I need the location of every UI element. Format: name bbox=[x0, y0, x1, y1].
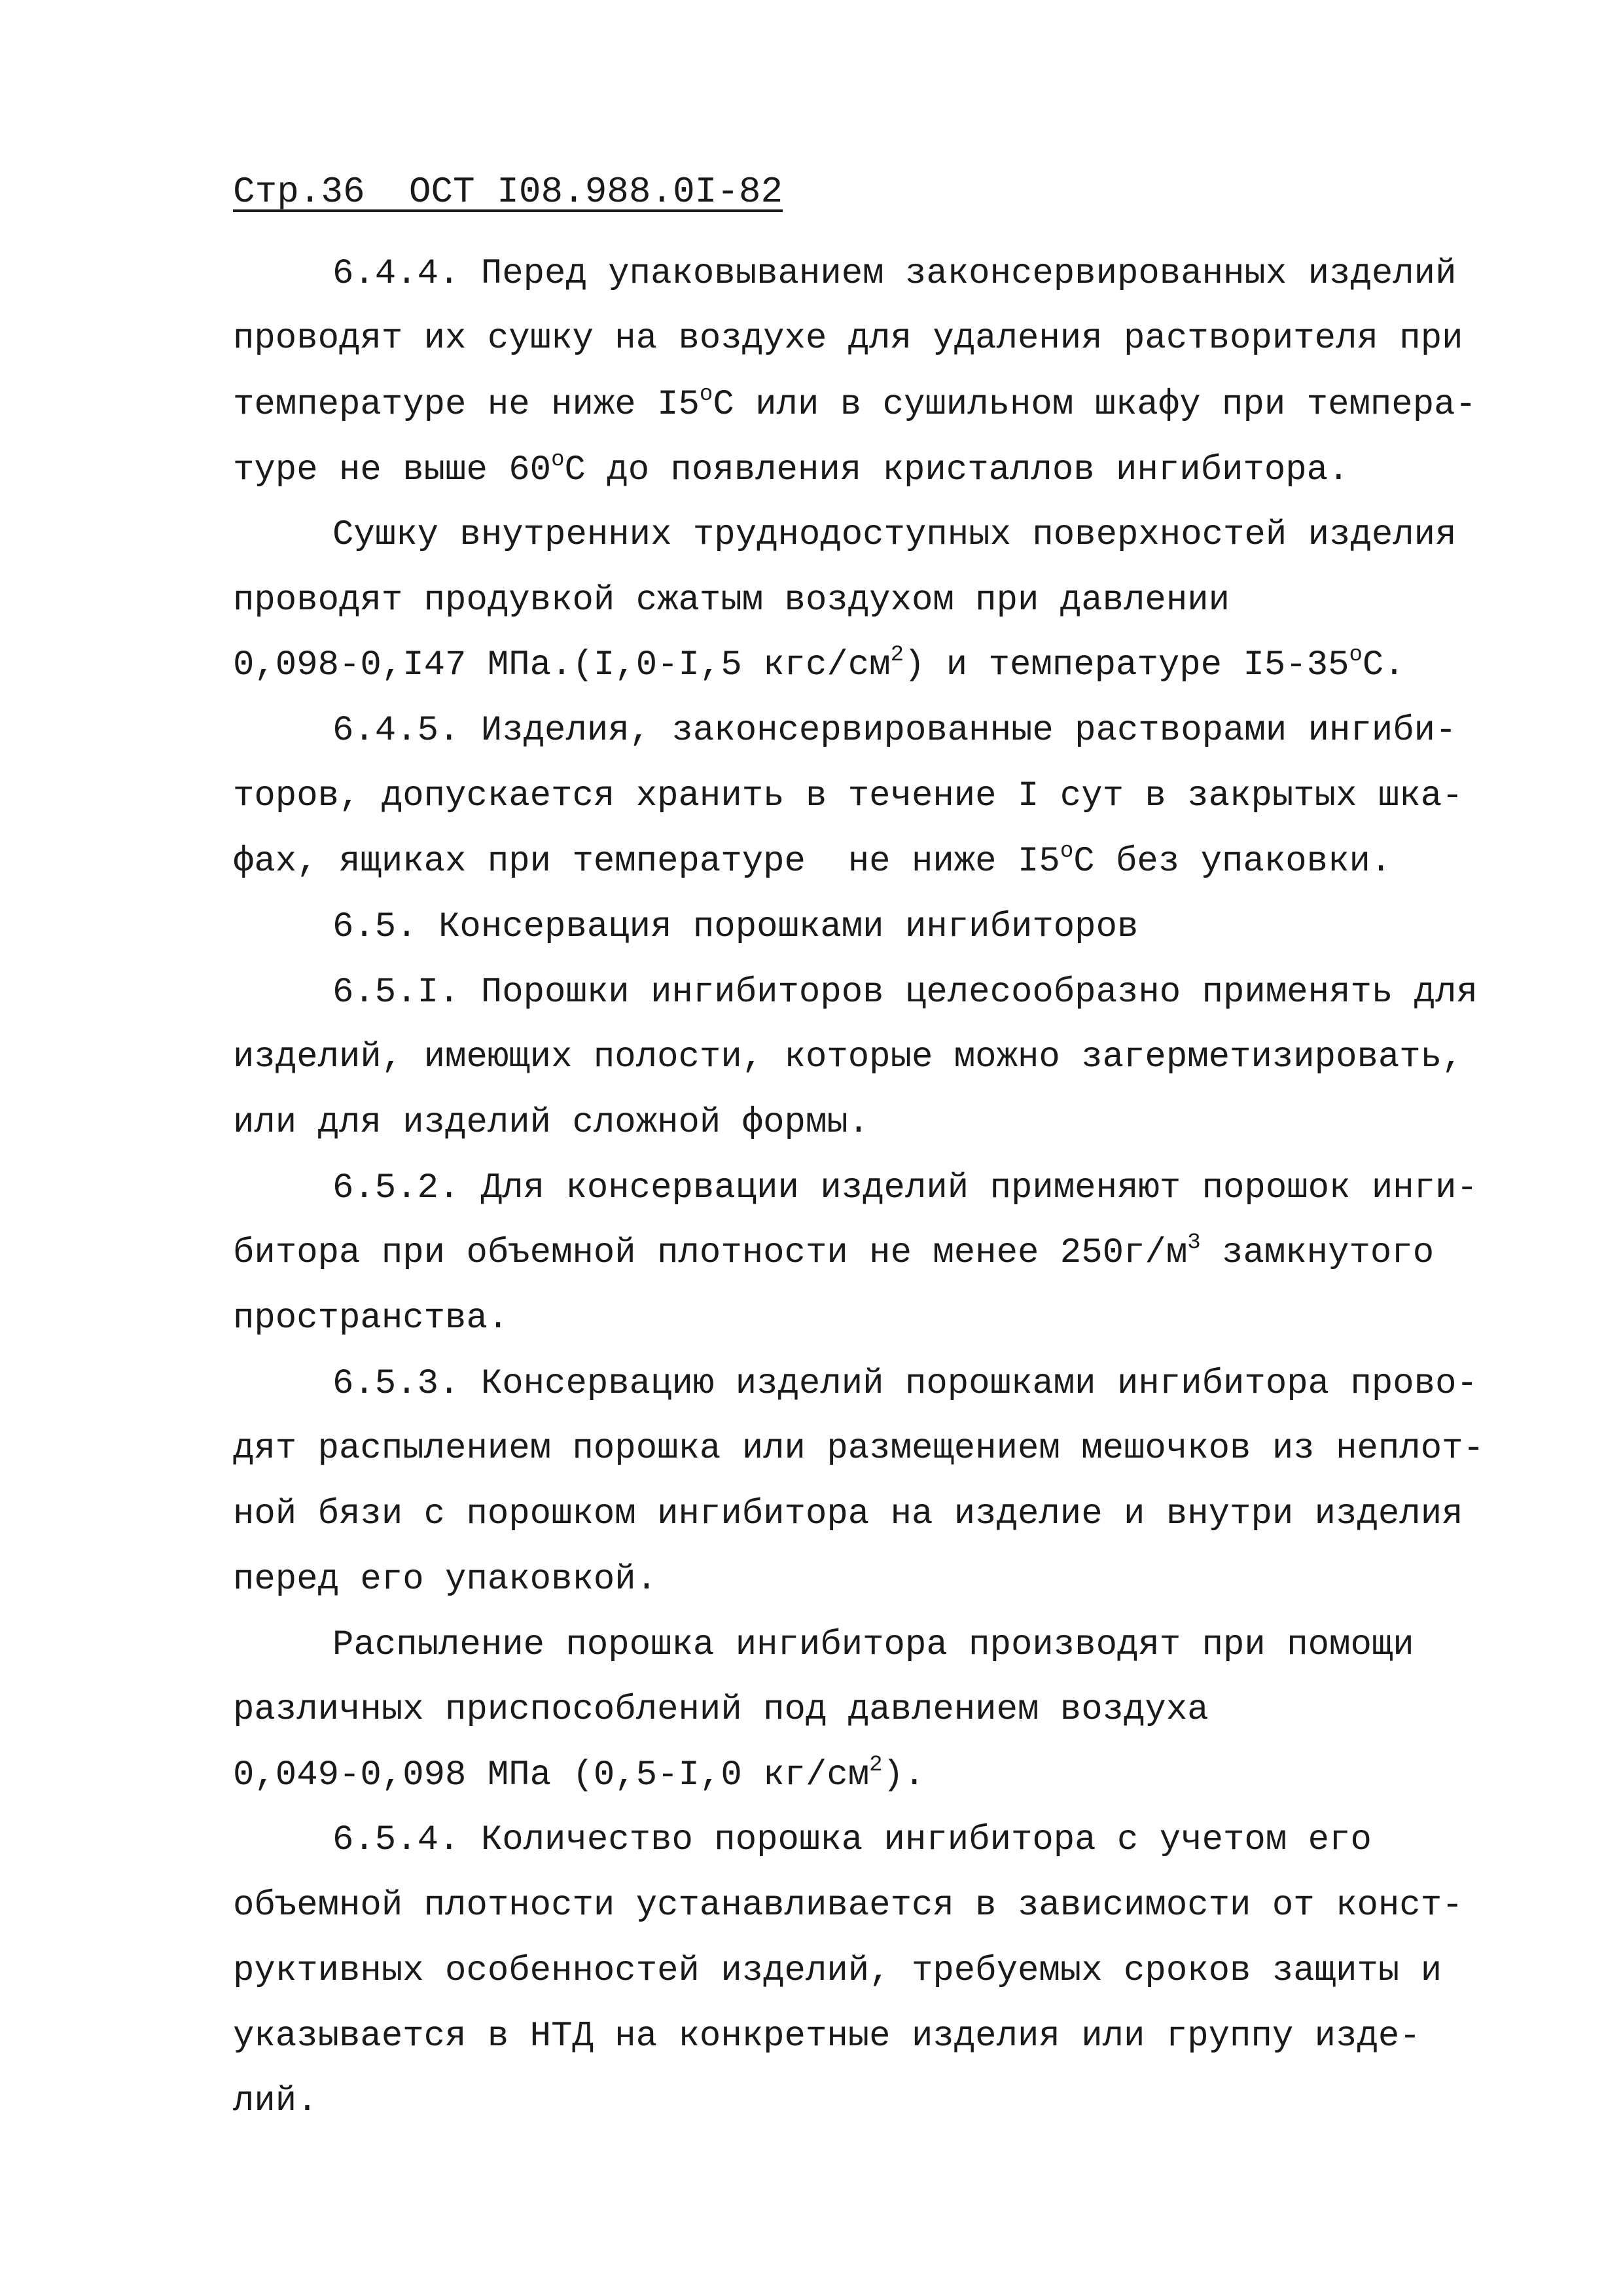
text-run: С до появления кристаллов ингибитора. bbox=[564, 450, 1349, 490]
text-run: 0,049-0,098 МПа (0,5-I,0 кг/см bbox=[233, 1755, 870, 1795]
text-run: замкнутого bbox=[1200, 1233, 1435, 1273]
text-line: объемной плотности устанавливается в зависимости от конст- bbox=[233, 1886, 1463, 1926]
text-line: изделий, имеющих полости, которые можно загерметизировать, bbox=[233, 1037, 1463, 1077]
text-line: различных приспособлений под давлением воздуха bbox=[233, 1690, 1209, 1730]
text-line: перед его упаковкой. bbox=[233, 1560, 658, 1600]
section-heading: 6.5. Консервация порошками ингибиторов bbox=[332, 907, 1139, 947]
text-line: проводят их сушку на воздухе для удаления растворителя при bbox=[233, 319, 1463, 359]
text-line: или для изделий сложной формы. bbox=[233, 1103, 870, 1143]
superscript: 2 bbox=[869, 1753, 883, 1778]
text-run: битора при объемной плотности не менее 250г/м bbox=[233, 1233, 1188, 1273]
superscript: о bbox=[551, 448, 565, 473]
superscript: о bbox=[1060, 839, 1074, 864]
superscript: 2 bbox=[890, 643, 904, 668]
text-line bbox=[233, 382, 1476, 428]
text-line: дят распылением порошка или размещением мешочков из неплот- bbox=[233, 1429, 1484, 1469]
text-line: торов, допускается хранить в течение I сут в закрытых шка- bbox=[233, 776, 1463, 816]
page-header: Стр.36 ОСТ I08.988.0I-82 bbox=[233, 171, 783, 213]
text-run: С или в сушильном шкафу при темпера- bbox=[713, 385, 1476, 425]
text-line: лий. bbox=[233, 2081, 318, 2121]
superscript: о bbox=[699, 382, 713, 407]
text-run: ). bbox=[882, 1755, 925, 1795]
text-line: пространства. bbox=[233, 1299, 509, 1338]
text-line: проводят продувкой сжатым воздухом при давлении bbox=[233, 581, 1230, 620]
text-run: С без упаковки. bbox=[1073, 842, 1392, 882]
text-run: С. bbox=[1362, 645, 1405, 685]
text-line: 6.4.4. Перед упаковыванием законсервированных изделий bbox=[332, 254, 1457, 294]
text-line: руктивных особенностей изделий, требуемых сроков защиты и bbox=[233, 1951, 1442, 1991]
text-run: температуре не ниже I5 bbox=[233, 385, 700, 425]
text-line bbox=[233, 839, 1391, 885]
text-line bbox=[233, 448, 1349, 493]
text-line: 6.4.5. Изделия, законсервированные растворами ингиби- bbox=[332, 711, 1457, 751]
text-line: 6.5.4. Количество порошка ингибитора с учетом его bbox=[332, 1820, 1372, 1860]
text-line: Распыление порошка ингибитора производят при помощи bbox=[332, 1625, 1414, 1665]
text-line: ной бязи с порошком ингибитора на изделие и внутри изделия bbox=[233, 1494, 1463, 1534]
text-run: туре не выше 60 bbox=[233, 450, 552, 490]
text-line: 6.5.3. Консервацию изделий порошками ингибитора прово- bbox=[332, 1364, 1478, 1404]
text-line: указывается в НТД на конкретные изделия или группу изде- bbox=[233, 2017, 1421, 2056]
superscript: о bbox=[1349, 643, 1363, 668]
text-line bbox=[233, 643, 1405, 689]
text-run: фах, ящиках при температуре не ниже I5 bbox=[233, 842, 1060, 882]
text-line bbox=[233, 1753, 925, 1799]
text-line bbox=[233, 1230, 1434, 1276]
text-line: 6.5.2. Для консервации изделий применяют порошок инги- bbox=[332, 1168, 1478, 1208]
text-run: 0,098-0,I47 МПа.(I,0-I,5 кгс/см bbox=[233, 645, 891, 685]
text-line: Сушку внутренних труднодоступных поверхностей изделия bbox=[332, 515, 1457, 555]
text-line: 6.5.I. Порошки ингибиторов целесообразно применять для bbox=[332, 973, 1478, 1013]
text-run: ) и температуре I5-35 bbox=[903, 645, 1349, 685]
superscript: 3 bbox=[1187, 1230, 1201, 1255]
